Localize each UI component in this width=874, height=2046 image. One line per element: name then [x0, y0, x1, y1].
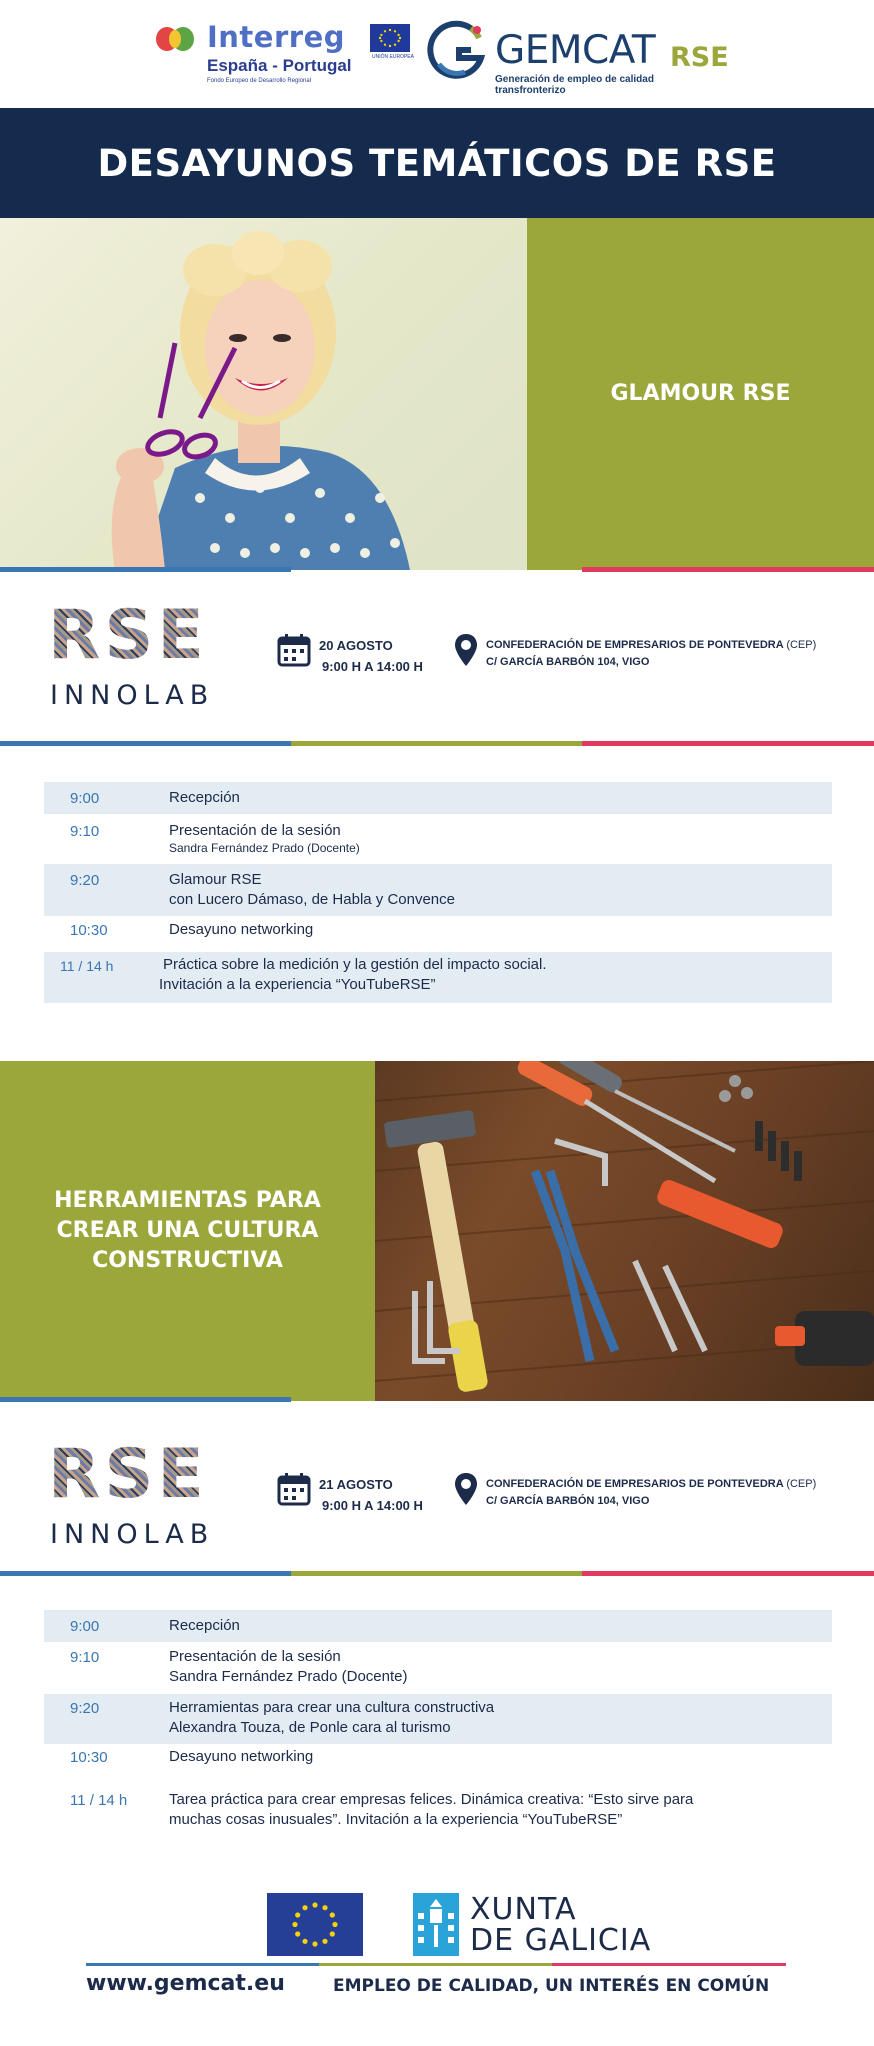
schedule-text: [169, 870, 455, 910]
session-2-date-block: [319, 1474, 423, 1516]
schedule-text: [169, 1647, 407, 1687]
schedule-time: 10:30: [70, 1749, 108, 1766]
schedule-text-line: Presentación de la sesión: [169, 1648, 341, 1665]
schedule-text-sub: Sandra Fernández Prado (Docente): [169, 841, 360, 855]
schedule-time: 9:10: [70, 823, 100, 840]
schedule-text-line-2: Alexandra Touza, de Ponle cara al turismo: [169, 1719, 451, 1736]
eu-flag-icon: [267, 1893, 363, 1956]
schedule-text: Desayuno networking: [169, 1748, 314, 1765]
gemcat-g-icon: [425, 20, 487, 82]
schedule-text-line-2: Invitación a la experiencia “YouTubeRSE”: [159, 976, 436, 993]
schedule-text-line: Glamour RSE: [169, 871, 262, 888]
session-1-venue: [486, 637, 816, 671]
schedule-row: [44, 782, 832, 814]
interreg-logo: [155, 20, 414, 90]
session-2-date: 21 AGOSTO: [319, 1477, 393, 1492]
session-2-title: [54, 1186, 321, 1275]
rse-letters: RSE: [48, 1435, 208, 1514]
divider-hero-2: [0, 1397, 874, 1402]
location-pin-icon: [454, 1472, 478, 1506]
interreg-name: Interreg: [207, 20, 345, 54]
session-2-title-line: CONSTRUCTIVA: [92, 1247, 283, 1273]
session-2-venue-address: C/ GARCÍA BARBÓN 104, VIGO: [486, 1495, 650, 1507]
session-2-venue: [486, 1476, 816, 1510]
schedule-row: [44, 917, 832, 951]
session-1-venue-address: C/ GARCÍA BARBÓN 104, VIGO: [486, 656, 650, 668]
footer-slogan: EMPLEO DE CALIDAD, UN INTERÉS EN COMÚN: [333, 1976, 770, 1996]
eu-label: UNIÓN EUROPEA: [372, 54, 414, 60]
schedule-text-line: Práctica sobre la medición y la gestión del impacto social.: [163, 956, 547, 973]
schedule-row: [44, 1745, 832, 1779]
schedule-time: 11 / 14 h: [70, 1792, 128, 1809]
title-band: [0, 108, 874, 218]
schedule-row: [44, 1694, 832, 1744]
schedule-row: [44, 864, 832, 916]
interreg-fund: Fondo Europeo de Desarrollo Regional: [207, 78, 312, 84]
schedule-time: 9:20: [70, 872, 100, 889]
session-1-date: 20 AGOSTO: [319, 638, 393, 653]
session-1-hours: 9:00 H A 14:00 H: [322, 659, 423, 674]
woman-illustration: [0, 218, 527, 570]
rse-innolab-logo: [48, 596, 238, 717]
interreg-region: España - Portugal: [207, 56, 352, 75]
calendar-icon: [277, 1472, 311, 1506]
xunta-shield-icon: [413, 1893, 459, 1956]
interreg-mark-icon: [155, 24, 195, 54]
schedule-row: [44, 1789, 832, 1839]
schedule-text: [169, 821, 360, 855]
session-2-title-line: HERRAMIENTAS PARA: [54, 1188, 321, 1214]
tools-on-wood-photo: [375, 1061, 874, 1401]
calendar-icon: [277, 633, 311, 667]
schedule-text-line-2: con Lucero Dámaso, de Habla y Convence: [169, 891, 455, 908]
schedule-text: Recepción: [169, 1617, 240, 1634]
schedule-row: [44, 1610, 832, 1642]
innolab-word: INNOLAB: [50, 680, 215, 711]
divider-info-1: [0, 741, 874, 746]
schedule-time: 9:00: [70, 1618, 100, 1635]
woman-with-glasses-photo: [0, 218, 527, 570]
gemcat-logo: [425, 20, 729, 96]
schedule-text-line: Tarea práctica para crear empresas felices. Dinámica creativa: “Esto sirve para: [169, 1791, 694, 1808]
schedule-text-line-2: Sandra Fernández Prado (Docente): [169, 1668, 408, 1685]
schedule-text: Desayuno networking: [169, 921, 314, 938]
schedule-row: [44, 815, 832, 863]
session-2-venue-name: CONFEDERACIÓN DE EMPRESARIOS DE PONTEVEDRA: [486, 1478, 784, 1490]
rse-letters: RSE: [48, 596, 208, 675]
divider-hero-1: [0, 567, 874, 572]
schedule-time: 9:20: [70, 1700, 100, 1717]
schedule-time: 9:10: [70, 1649, 100, 1666]
website-link[interactable]: www.gemcat.eu: [86, 1971, 285, 1996]
gemcat-suffix: RSE: [670, 42, 729, 73]
schedule-row: [44, 1643, 832, 1693]
session-2-title-panel: [0, 1061, 375, 1401]
rse-innolab-logo: [48, 1435, 238, 1556]
schedule-text-line: Herramientas para crear una cultura constructiva: [169, 1699, 495, 1716]
page-title: DESAYUNOS TEMÁTICOS DE RSE: [97, 141, 777, 185]
session-1-title-panel: [527, 218, 874, 570]
innolab-word: INNOLAB: [50, 1519, 215, 1550]
schedule-row: [44, 952, 832, 1003]
schedule-time: 9:00: [70, 790, 100, 807]
xunta-logo-text: [470, 1894, 651, 1956]
schedule-time: 10:30: [70, 922, 108, 939]
schedule-text-line: Presentación de la sesión: [169, 822, 341, 839]
divider-info-2: [0, 1571, 874, 1576]
tools-illustration: [375, 1061, 874, 1401]
session-1-date-block: [319, 635, 423, 677]
eu-flag-small-icon: [370, 24, 410, 52]
location-pin-icon: [454, 633, 478, 667]
divider-footer: [86, 1963, 786, 1966]
session-1-venue-name: CONFEDERACIÓN DE EMPRESARIOS DE PONTEVEDRA: [486, 639, 784, 651]
session-1-venue-abbr: (CEP): [786, 639, 817, 651]
schedule-text: Recepción: [169, 789, 240, 806]
xunta-line-2: DE GALICIA: [470, 1923, 652, 1958]
schedule-text: [159, 955, 547, 995]
xunta-line-1: XUNTA: [470, 1892, 577, 1927]
schedule-text: [169, 1790, 693, 1830]
schedule-text-line-2: muchas cosas inusuales”. Invitación a la experiencia “YouTubeRSE”: [169, 1811, 623, 1828]
schedule-time: 11 / 14 h: [60, 958, 114, 974]
session-2-hours: 9:00 H A 14:00 H: [322, 1498, 423, 1513]
session-1-title: GLAMOUR RSE: [610, 381, 791, 407]
gemcat-name: GEMCAT: [495, 28, 656, 73]
schedule-text: [169, 1698, 494, 1738]
session-2-title-line: CREAR UNA CULTURA: [56, 1218, 319, 1244]
session-2-venue-abbr: (CEP): [786, 1478, 817, 1490]
gemcat-tagline: Generación de empleo de calidad transfronterizo: [495, 74, 654, 96]
